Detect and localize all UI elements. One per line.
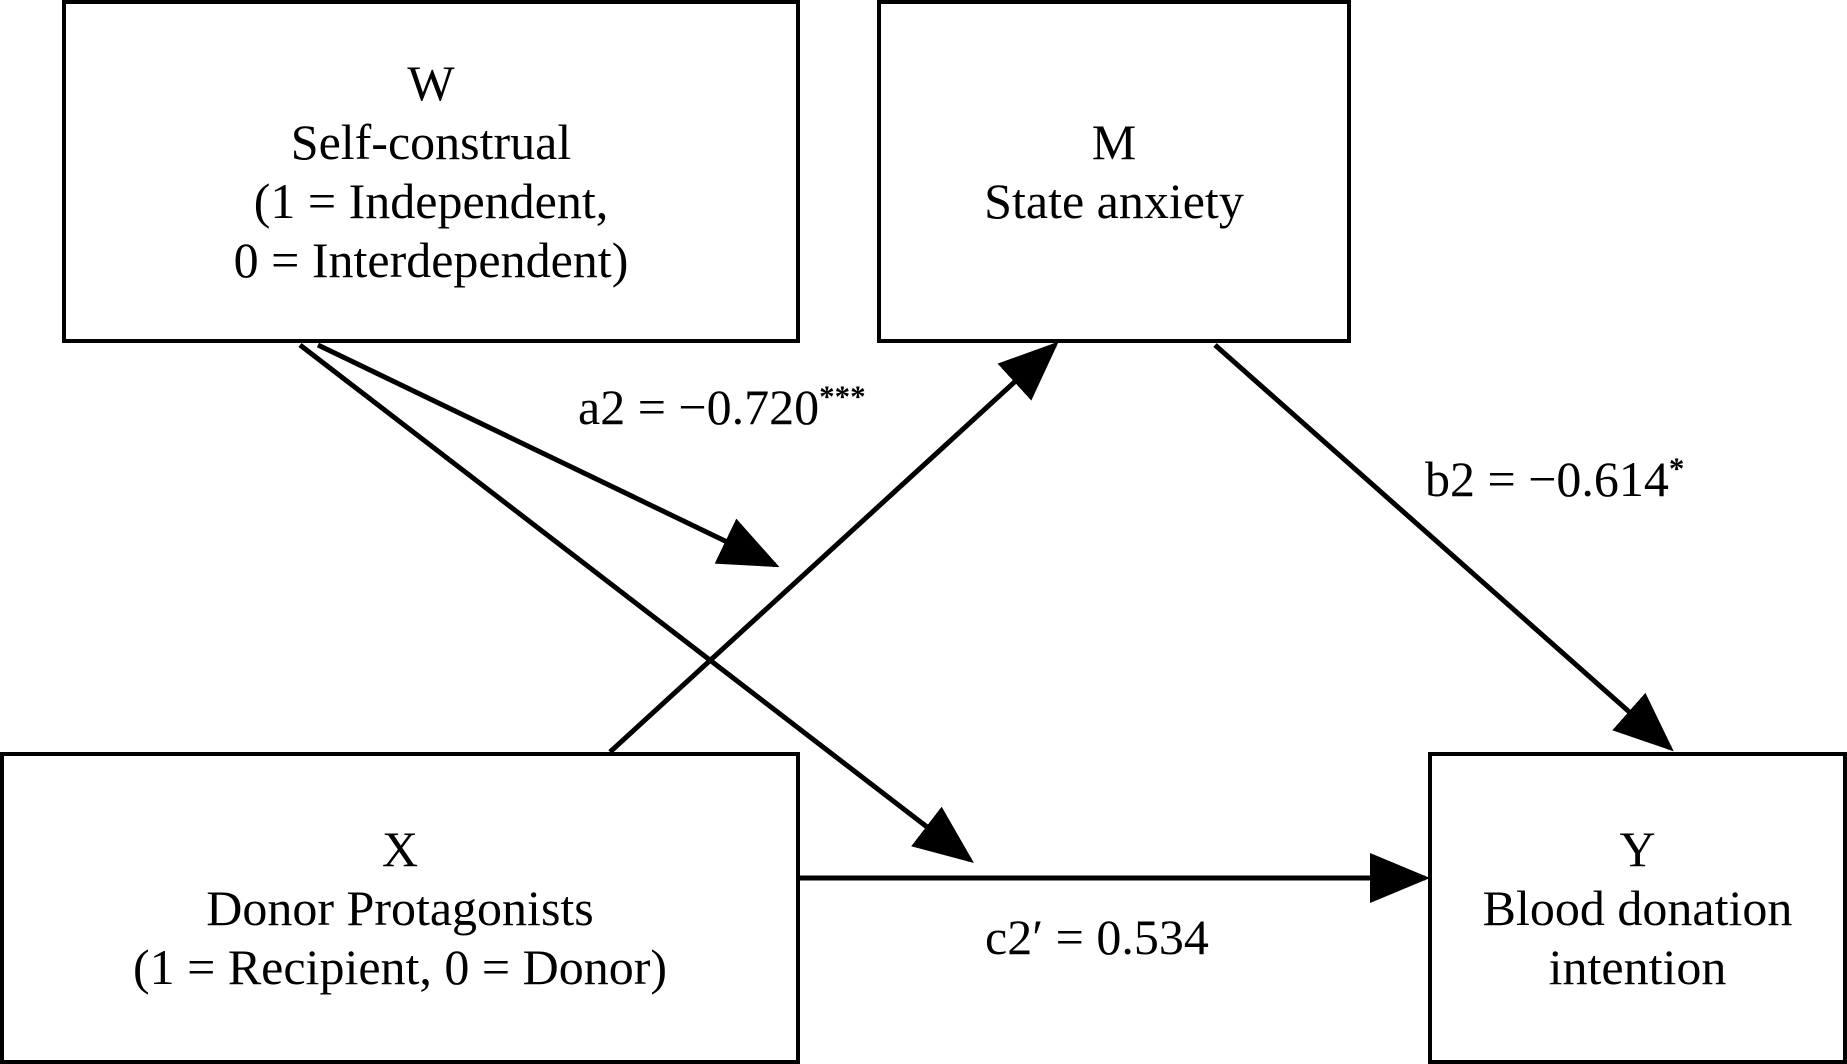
edge-label-b2-significance: * — [1668, 450, 1685, 486]
node-w-letter: W — [407, 54, 455, 111]
node-x-line-1: Donor Protagonists — [206, 879, 594, 936]
node-y-line-2: intention — [1548, 938, 1727, 995]
edge-label-b2 — [1425, 450, 1684, 508]
node-m-line-1: State anxiety — [984, 172, 1244, 229]
node-w-self-construal — [62, 0, 800, 343]
node-y-blood-donation-intention — [1428, 752, 1847, 1064]
node-x-line-2: (1 = Recipient, 0 = Donor) — [132, 938, 668, 995]
edge-label-a2 — [578, 378, 866, 436]
node-w-line-2: (1 = Independent, — [253, 172, 609, 229]
node-m-state-anxiety — [877, 0, 1351, 343]
node-y-line-1: Blood donation — [1482, 879, 1793, 936]
node-w-line-3: 0 = Interdependent) — [233, 231, 629, 288]
node-x-letter: X — [381, 820, 419, 877]
node-y-letter: Y — [1619, 820, 1656, 877]
edge-label-a2-text: a2 = −0.720 — [578, 379, 820, 435]
edge-label-b2-text: b2 = −0.614 — [1425, 451, 1669, 507]
node-x-donor-protagonists — [0, 752, 800, 1064]
edge-label-c2-prime — [985, 908, 1209, 966]
node-w-line-1: Self-construal — [290, 113, 572, 170]
edge-label-a2-significance: *** — [819, 378, 866, 414]
edge-b2-arrow — [1215, 345, 1670, 748]
node-m-letter: M — [1091, 113, 1137, 170]
edge-label-c2-prime-text: c2′ = 0.534 — [985, 909, 1209, 965]
